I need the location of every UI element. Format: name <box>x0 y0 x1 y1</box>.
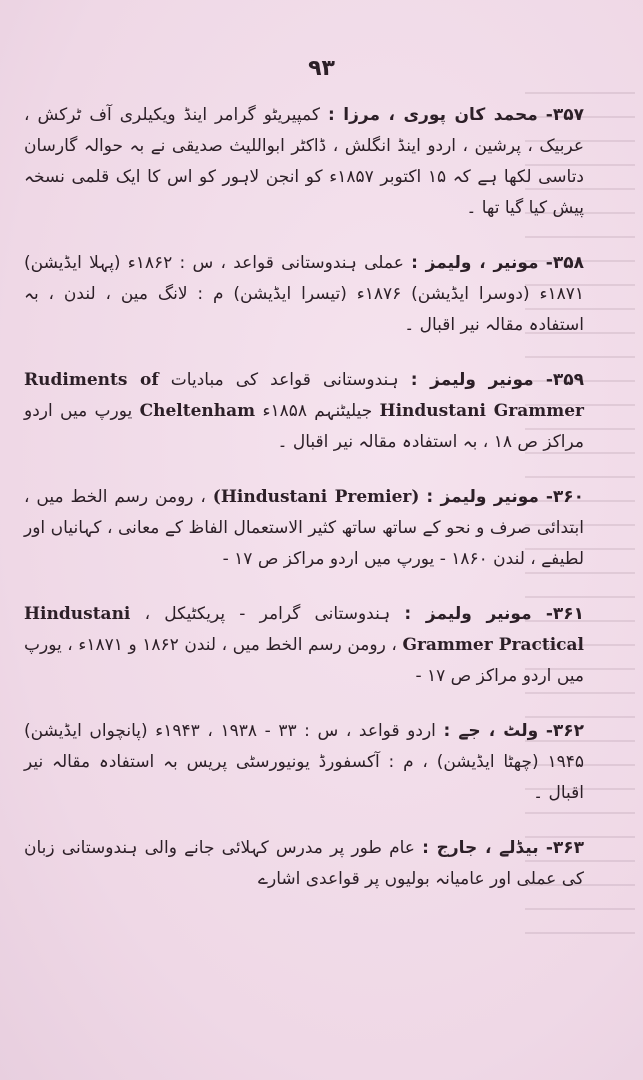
entry-author: مونیر ، ولیمز : <box>411 253 539 273</box>
entry-author: مونیر ولیمز : <box>410 370 534 390</box>
entry-number: ۳۶۳- <box>545 838 585 858</box>
page-number: ۹۳ <box>308 56 335 81</box>
entry-latin-place: Cheltenham <box>139 401 256 421</box>
entry-author: مونیر ولیمز : <box>426 487 539 507</box>
entry-latin-title: Rudiments of Hindustani Grammer <box>24 370 584 421</box>
entry-author: ولٹ ، جے : <box>443 721 539 741</box>
entry-361 <box>24 599 584 692</box>
entry-362 <box>24 716 584 809</box>
entry-text: عملی ہندوستانی قواعد ، س : ۱۸۶۲ء (پہلا ایڈیشن) ۱۸۷۱ء (دوسرا ایڈیشن) ۱۸۷۶ء (تیسرا ایڈیشن) م : لانگ مین ، لندن ، بہ استفادہ مقالہ نیر اقبال ۔ <box>24 253 584 335</box>
entry-number: ۳۵۸- <box>545 253 584 273</box>
entry-text: ہندوستانی قواعد کی مبادیات <box>170 370 399 390</box>
entry-text: ، رومن رسم الخط میں ، لندن ۱۸۶۲ و ۱۸۷۱ء ، یورپ میں اردو مراکز ص ۱۷ - <box>24 635 584 686</box>
entry-author: بیڈلے ، جارج : <box>422 838 539 858</box>
entry-author: مونیر ولیمز : <box>404 604 532 624</box>
entry-text: ، رومن رسم الخط میں ، ابتدائی صرف و نحو کے ساتھ ساتھ کثیر الاستعمال الفاظ کے معانی ، کہانیاں اور لطیفے ، لندن ۱۸۶۰ - یورپ میں اردو مراکز ص ۱۷ - <box>24 487 584 569</box>
entry-latin-title: (Hindustani Premier) <box>212 487 420 507</box>
entry-number: ۳۵۷- <box>545 105 584 125</box>
entry-358 <box>24 248 584 341</box>
entry-latin-title: Hindustani Grammer Practical <box>24 604 584 655</box>
entry-text: یورپ میں اردو مراکز ص ۱۸ ، بہ استفادہ مقالہ نیر اقبال ۔ <box>24 401 584 452</box>
entry-357 <box>24 100 584 224</box>
entry-363 <box>24 833 584 895</box>
entry-text: کمپیریٹو گرامر اینڈ ویکیلری آف ٹرکش ، عربیک ، پرشین ، اردو اینڈ انگلش ، ڈاکٹر ابواللیث صدیقی نے بہ حوالہ گارسان دتاسی لکھا ہے کہ ۱۵ اکتوبر ۱۸۵۷ء کو انجن لاہور کو اس کا ایک قلمی نسخہ پیش کیا گیا تھا ۔ <box>24 105 584 218</box>
entry-text: اردو قواعد ، س : ۳۳ - ۱۹۳۸ ، ۱۹۴۳ء (پانچواں ایڈیشن) ۱۹۴۵ (چھٹا ایڈیشن) ، م : آکسفورڈ یونیورسٹی پریس بہ استفادہ مقالہ نیر اقبال ۔ <box>24 721 584 803</box>
entry-text: ہندوستانی گرامر - پریکٹیکل ، <box>144 604 391 624</box>
entry-author: محمد کان پوری ، مرزا : <box>327 105 538 125</box>
entry-number: ۳۵۹- <box>545 370 585 390</box>
entry-360 <box>24 482 584 575</box>
entry-number: ۳۶۲- <box>545 721 585 741</box>
entry-text: جیلیٹنہم ۱۸۵۸ء <box>262 401 373 421</box>
entry-text: عام طور پر مدرس کہلائی جانے والی ہندوستانی زبان کی عملی اور عامیانہ بولیوں پر قواعدی اشارے <box>24 838 584 889</box>
bibliography-list <box>24 100 584 919</box>
entry-number: ۳۶۱- <box>545 604 585 624</box>
entry-number: ۳۶۰- <box>545 487 585 507</box>
entry-359 <box>24 365 584 458</box>
